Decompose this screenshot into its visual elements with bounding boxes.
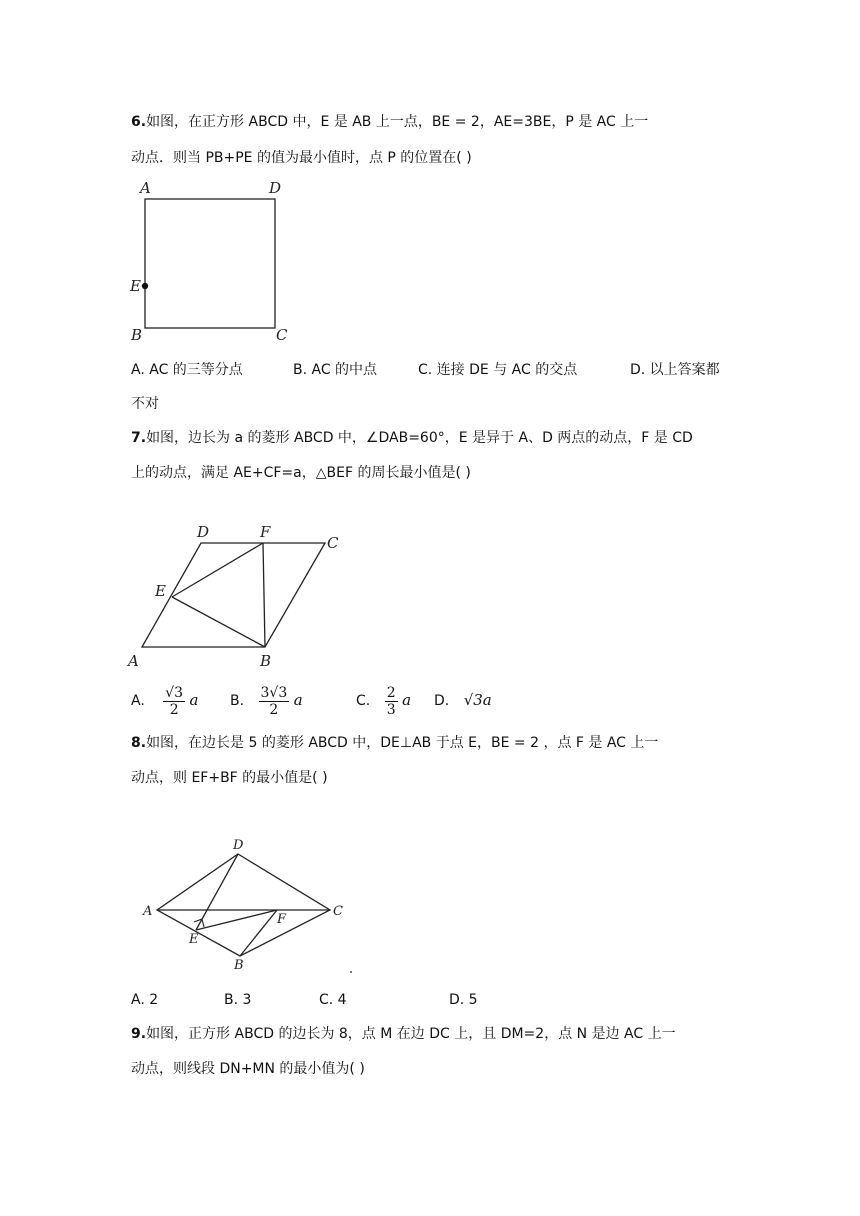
segment-fb: [240, 910, 277, 956]
q6-number: 6.: [131, 114, 147, 130]
option-letter: C.: [356, 693, 371, 709]
label-e: E: [130, 277, 141, 295]
stray-dot: [350, 971, 352, 973]
label-d: D: [233, 838, 244, 853]
rhombus-abcd: [142, 543, 325, 647]
q6-line2: 动点．则当 PB+PE 的值为最小值时，点 P 的位置在( ): [131, 150, 472, 166]
square-abcd: [145, 199, 275, 328]
label-b: B: [131, 326, 143, 344]
q9-text-1: 如图，正方形 ABCD 的边长为 8，点 M 在边 DC 上，且 DM=2，点 N 是边 AC 上一: [146, 1026, 676, 1042]
q7-number: 7.: [131, 430, 147, 446]
q8-option-c[interactable]: C. 4: [319, 992, 347, 1008]
q6-option-c[interactable]: C. 连接 DE 与 AC 的交点: [418, 362, 578, 378]
label-d: D: [197, 523, 210, 541]
q7-line2: 上的动点，满足 AE+CF=a，△BEF 的周长最小值是( ): [131, 465, 471, 481]
label-a: A: [128, 652, 139, 670]
q8-option-a[interactable]: A. 2: [131, 992, 159, 1008]
q6-option-d-continued: 不对: [131, 396, 159, 412]
label-c: C: [276, 326, 288, 344]
q6-option-a[interactable]: A. AC 的三等分点: [131, 362, 243, 378]
label-b: B: [260, 652, 272, 670]
q7-option-a[interactable]: A. $\frac{√3}{2}$ a: [131, 684, 199, 718]
label-a: A: [143, 904, 153, 919]
q7-option-d[interactable]: D. √3a: [434, 691, 492, 709]
q8-number: 8.: [131, 735, 147, 751]
point-e: [142, 283, 148, 289]
q8-rhombus-figure: [140, 838, 360, 978]
q6-option-b[interactable]: B. AC 的中点: [293, 362, 378, 378]
q7-option-c[interactable]: C. $\frac{2}{3}$ a: [356, 684, 412, 718]
q9-line1: [131, 1024, 676, 1044]
q7-rhombus-figure: [125, 520, 355, 675]
q8-option-b[interactable]: B. 3: [224, 992, 252, 1008]
q6-option-d[interactable]: D. 以上答案都: [630, 362, 720, 378]
q9-line2: 动点，则线段 DN+MN 的最小值为( ): [131, 1061, 365, 1077]
option-letter: B.: [230, 693, 245, 709]
label-b: B: [234, 958, 244, 973]
label-e: E: [155, 582, 166, 600]
q8-line1: [131, 733, 658, 753]
label-c: C: [333, 904, 343, 919]
label-c: C: [327, 534, 339, 552]
label-a: A: [140, 179, 151, 197]
q7-text-1: 如图，边长为 a 的菱形 ABCD 中，∠DAB=60°，E 是异于 A、D 两点的动点，F 是 CD: [146, 430, 693, 446]
option-letter: A.: [131, 693, 145, 709]
fraction: $\frac{3√3}{2}$: [260, 684, 288, 718]
q9-number: 9.: [131, 1026, 147, 1042]
q8-option-d[interactable]: D. 5: [449, 992, 478, 1008]
q6-text-1: 如图，在正方形 ABCD 中，E 是 AB 上一点，BE = 2，AE=3BE，P 是 AC 上一: [146, 114, 649, 130]
segment-fb: [263, 543, 265, 647]
fraction: $\frac{√3}{2}$: [165, 684, 184, 718]
segment-ef: [196, 910, 277, 930]
fraction: $\frac{2}{3}$: [386, 684, 396, 718]
label-f: F: [260, 523, 271, 541]
label-d: D: [269, 179, 282, 197]
rhombus-abcd: [157, 854, 330, 956]
segment-eb: [172, 597, 265, 647]
q8-line2: 动点，则 EF+BF 的最小值是( ): [131, 770, 328, 786]
option-letter: D.: [434, 693, 450, 709]
label-f: F: [277, 912, 287, 927]
q6-square-figure: [128, 178, 298, 348]
q6-line1: [131, 112, 648, 132]
q7-option-b[interactable]: B. $\frac{3√3}{2}$ a: [230, 684, 303, 718]
label-e: E: [189, 932, 199, 947]
q7-line1: [131, 428, 693, 448]
q8-text-1: 如图，在边长是 5 的菱形 ABCD 中，DE⊥AB 于点 E，BE = 2 ，点 F 是 AC 上一: [146, 735, 659, 751]
